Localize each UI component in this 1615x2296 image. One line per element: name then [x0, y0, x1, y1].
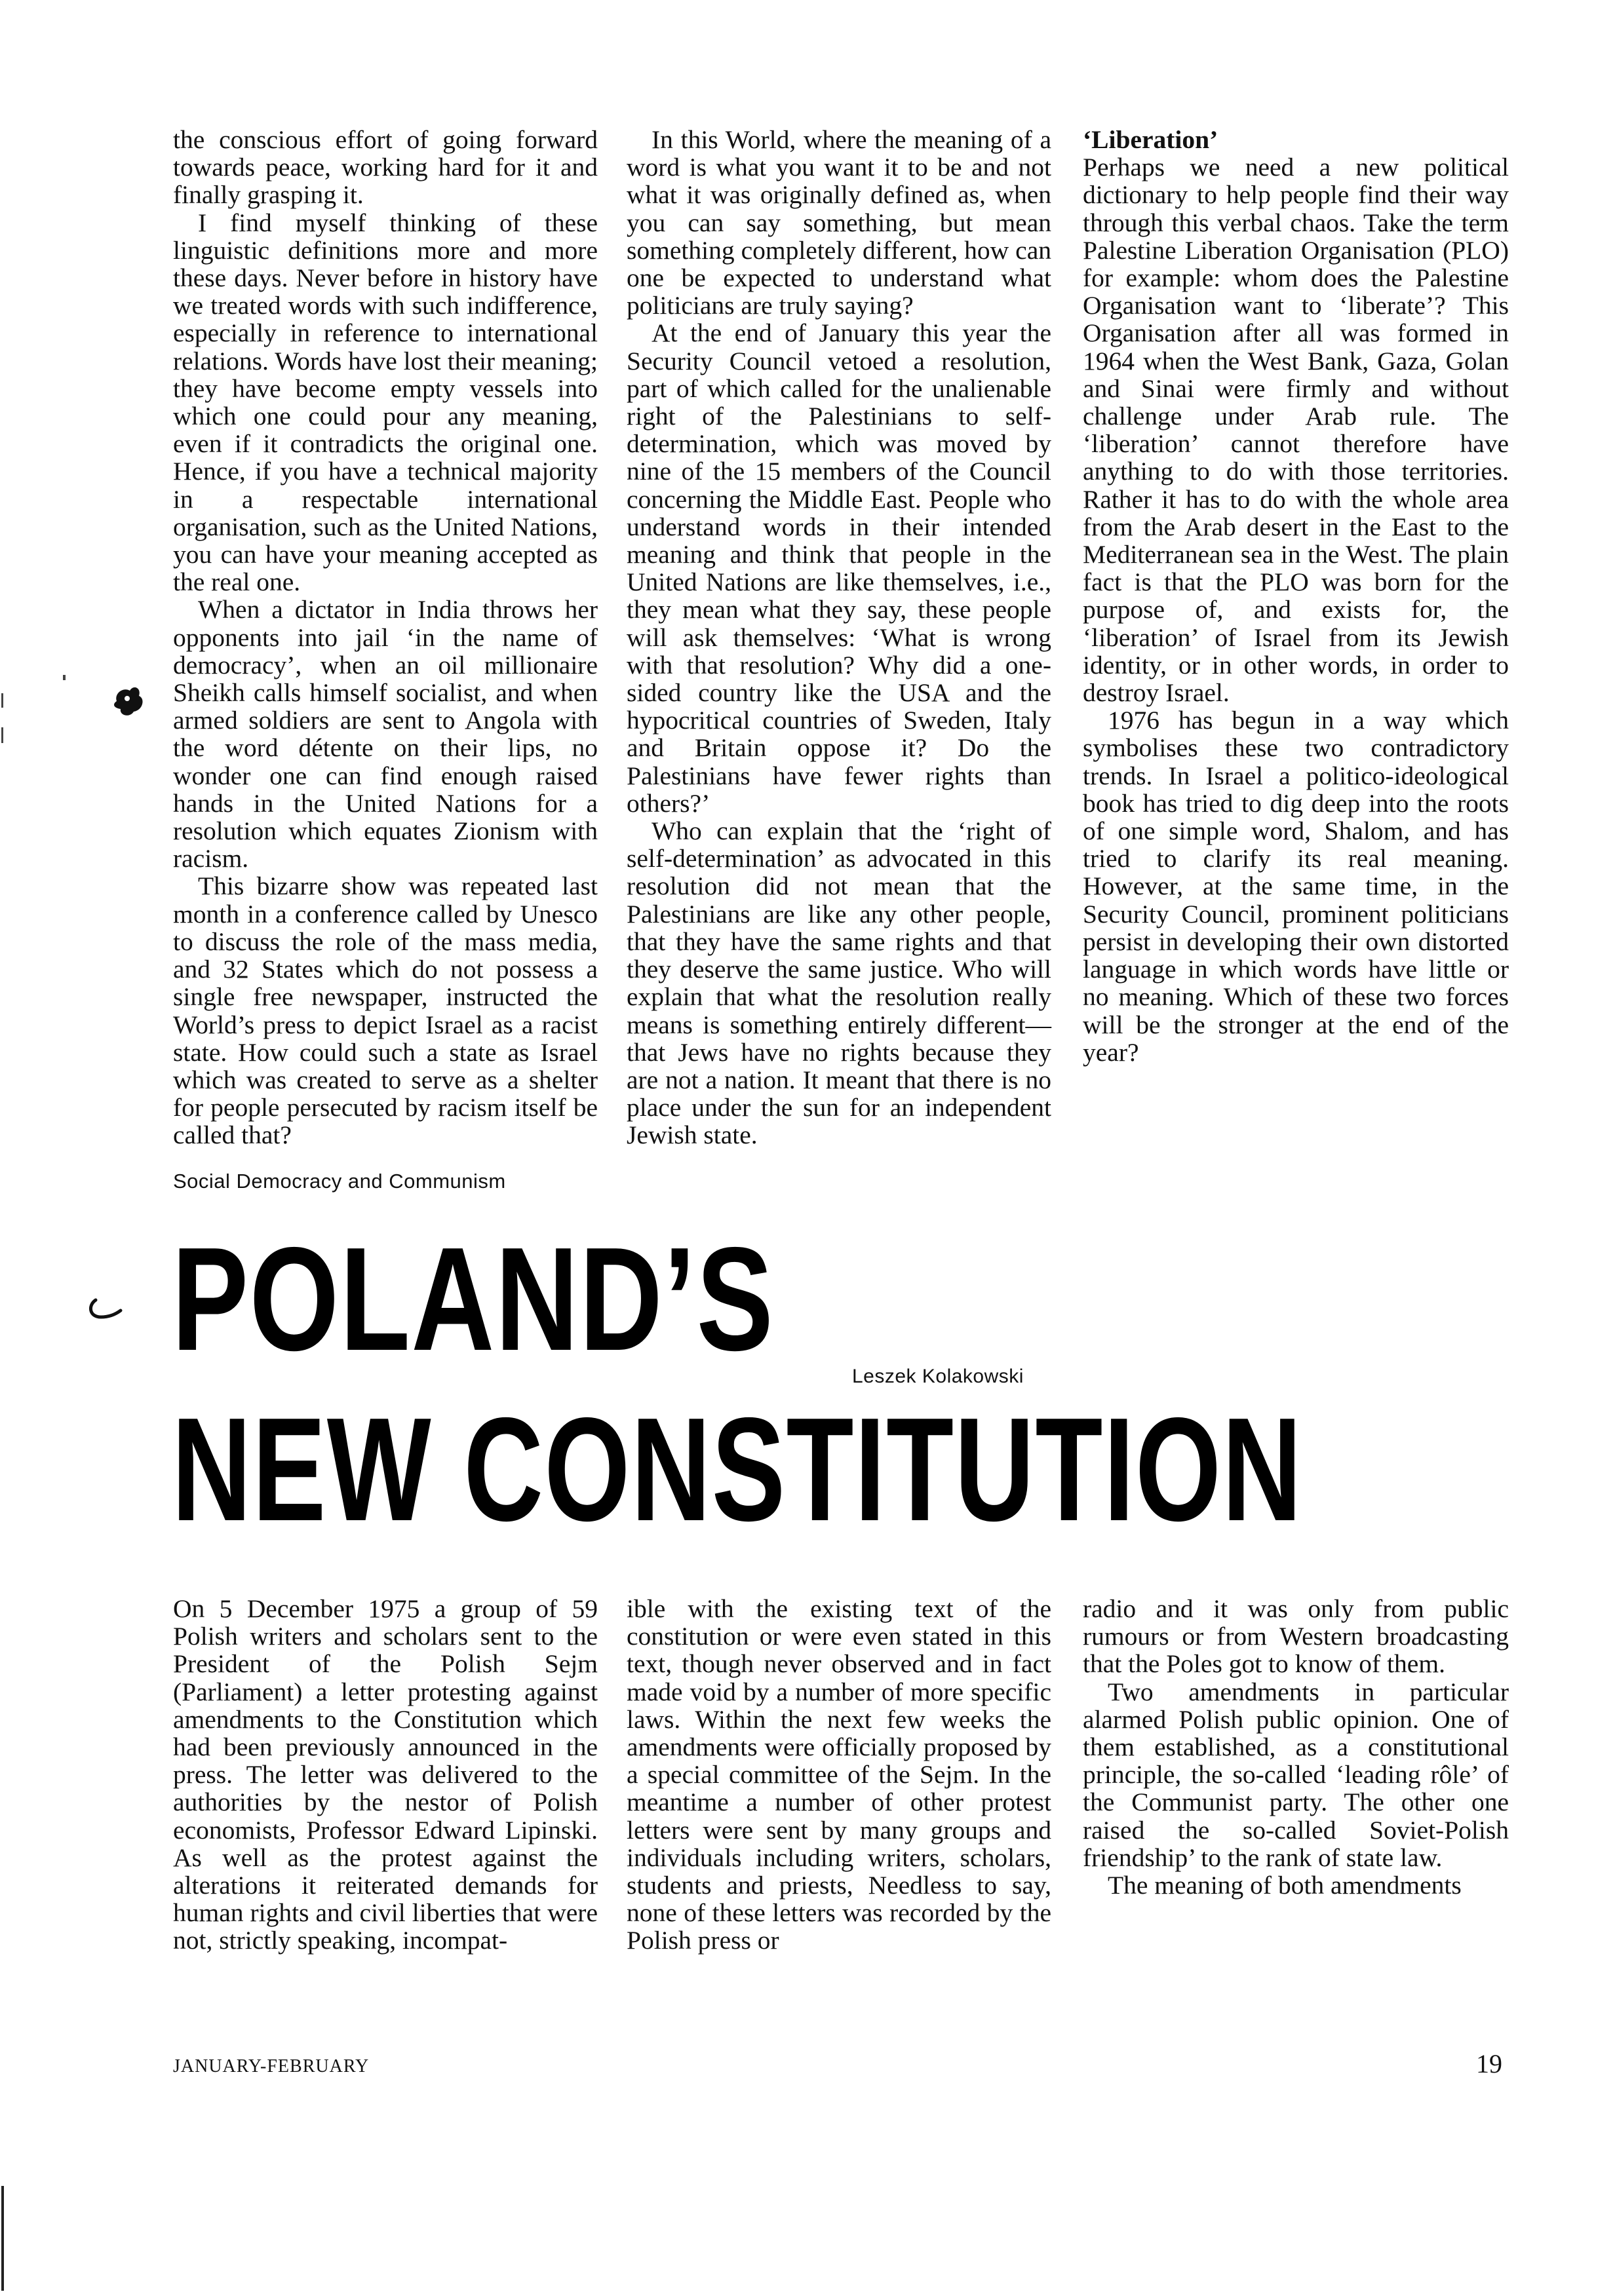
scan-speck: [1, 727, 3, 743]
article-kicker: Social Democracy and Communism: [173, 1170, 506, 1193]
article-column-3: [1083, 1595, 1509, 1899]
author-byline: Leszek Kolakowski: [852, 1366, 1024, 1387]
article-column-1: [173, 1595, 598, 1955]
hook-mark-icon: [87, 1297, 123, 1321]
paragraph: At the end of January this year the Security Council vetoed a resolution, part of which called for the unalienable right of the Palestinians to self-determination, which was moved by nine of the 15 members of the Council concerning the Middle East. People who understand words in their intended meaning and think that people in the United Nations are like themselves, i.e., they mean what they say, these people will ask themselves: ‘What is wrong with that resolution? Why did a one-sided country like the USA and the hypocritical countries of Sweden, Italy and Britain oppose it? Do the Palestinians have fewer rights than others?’: [627, 318, 1051, 818]
paragraph: The meaning of both amendments: [1108, 1871, 1462, 1900]
paragraph: On 5 December 1975 a group of 59 Polish writers and scholars sent to the President of the Polish Sejm (Parliament) a letter protesting against amendments to the Constitution which had been previously announced in the press. The letter was delivered to the authorities by the nestor of Polish economists, Professor Edward Lipinski. As well as the protest against the alterations it reiterated demands for human rights and civil liberties that were not, strictly speaking, incompat-: [173, 1594, 598, 1955]
paragraph: ible with the existing text of the constitution or were even stated in this text, though never observed and in fact made void by a number of more specific laws. Within the next few weeks the amendments were officially proposed by a special committee of the Sejm. In the meantime a number of other protest letters were sent by many groups and individuals including writers, scholars, students and priests, Needless to say, none of these letters was recorded by the Polish press or: [627, 1594, 1051, 1955]
section-heading: ‘Liberation’: [1083, 125, 1218, 154]
page-number: 19: [1476, 2049, 1502, 2078]
top-column-2: [627, 126, 1051, 1149]
scan-edge-bar: [1, 2186, 4, 2291]
paragraph: In this World, where the meaning of a word is what you want it to be and not what it was originally defined as, when you can say something, but mean something completely different, how can one be expected to understand what politicians are truly saying?: [627, 125, 1051, 320]
paragraph: Perhaps we need a new political dictionary to help people find their way through this verbal chaos. Take the term Palestine Liberation Organisation (PLO) for example: whom does the Palestine Organisation want to ‘liberate’? This Organisation after all was formed in 1964 when the West Bank, Gaza, Golan and Sinai were firmly and without challenge under Arab rule. The ‘liberation’ cannot therefore have anything to do with those territories. Rather it has to do with the whole area from the Arab desert in the East to the Mediterranean sea in the West. The plain fact is that the PLO was born for the purpose of, and exists for, the ‘liberation’ of Israel from its Jewish identity, or in other words, in order to destroy Israel.: [1083, 153, 1509, 708]
top-column-1: [173, 126, 598, 1149]
ink-blot-icon: [110, 681, 147, 718]
paragraph: the conscious effort of going forward towards peace, working hard for it and finally grasping it.: [173, 125, 598, 210]
paragraph: 1976 has begun in a way which symbolises these two contradictory trends. In Israel a politico-ideological book has tried to dig deep into the roots of one simple word, Shalom, and has tried to clarify its real meaning. However, at the same time, in the Security Council, prominent politicians persist in developing their own distorted language in which words have little or no meaning. Which of these two forces will be the stronger at the end of the year?: [1083, 706, 1509, 1067]
paragraph: Two amendments in particular alarmed Polish public opinion. One of them established, as a constitutional principle, the so-called ‘leading rôle’ of the Communist party. The other one raised the so-called Soviet-Polish friendship’ to the rank of state law.: [1083, 1677, 1509, 1872]
article-column-2: [627, 1595, 1051, 1955]
scan-speck: [1, 693, 3, 708]
scan-speck: [63, 675, 66, 680]
paragraph: radio and it was only from public rumours or from Western broadcasting that the Poles got to know of them.: [1083, 1594, 1509, 1679]
paragraph: This bizarre show was repeated last month in a conference called by Unesco to discuss the role of the mass media, and 32 States which do not possess a single free newspaper, instructed the World’s press to depict Israel as a racist state. How could such a state as Israel which was created to serve as a shelter for people persecuted by racism itself be called that?: [173, 871, 598, 1150]
paragraph: Who can explain that the ‘right of self-determination’ as advocated in this resolution did not mean that the Palestinians are like any other people, that they have the same rights and that they deserve the same justice. Who will explain that what the resolution really means is something entirely different—that Jews have no rights because they are not a nation. It meant that there is no place under the sun for an independent Jewish state.: [627, 816, 1051, 1150]
issue-date: JANUARY-FEBRUARY: [173, 2056, 370, 2076]
headline-line-2: NEW CONSTITUTION: [172, 1387, 1303, 1552]
paragraph: When a dictator in India throws her opponents into jail ‘in the name of democracy’, when an oil millionaire Sheikh calls himself socialist, and when armed soldiers are sent to Angola with the word détente on their lips, no wonder one can find enough raised hands in the United Nations for a resolution which equates Zionism with racism.: [173, 595, 598, 873]
top-column-3: [1083, 126, 1509, 1066]
headline-line-1: POLAND’S: [172, 1216, 775, 1381]
paragraph: I find myself thinking of these linguistic definitions more and more these days. Never before in history have we treated words with such indifference, especially in reference to international relations. Words have lost their meaning; they have become empty vessels into which one could pour any meaning, even if it contradicts the original one. Hence, if you have a technical majority in a respectable international organisation, such as the United Nations, you can have your meaning accepted as the real one.: [173, 208, 598, 597]
